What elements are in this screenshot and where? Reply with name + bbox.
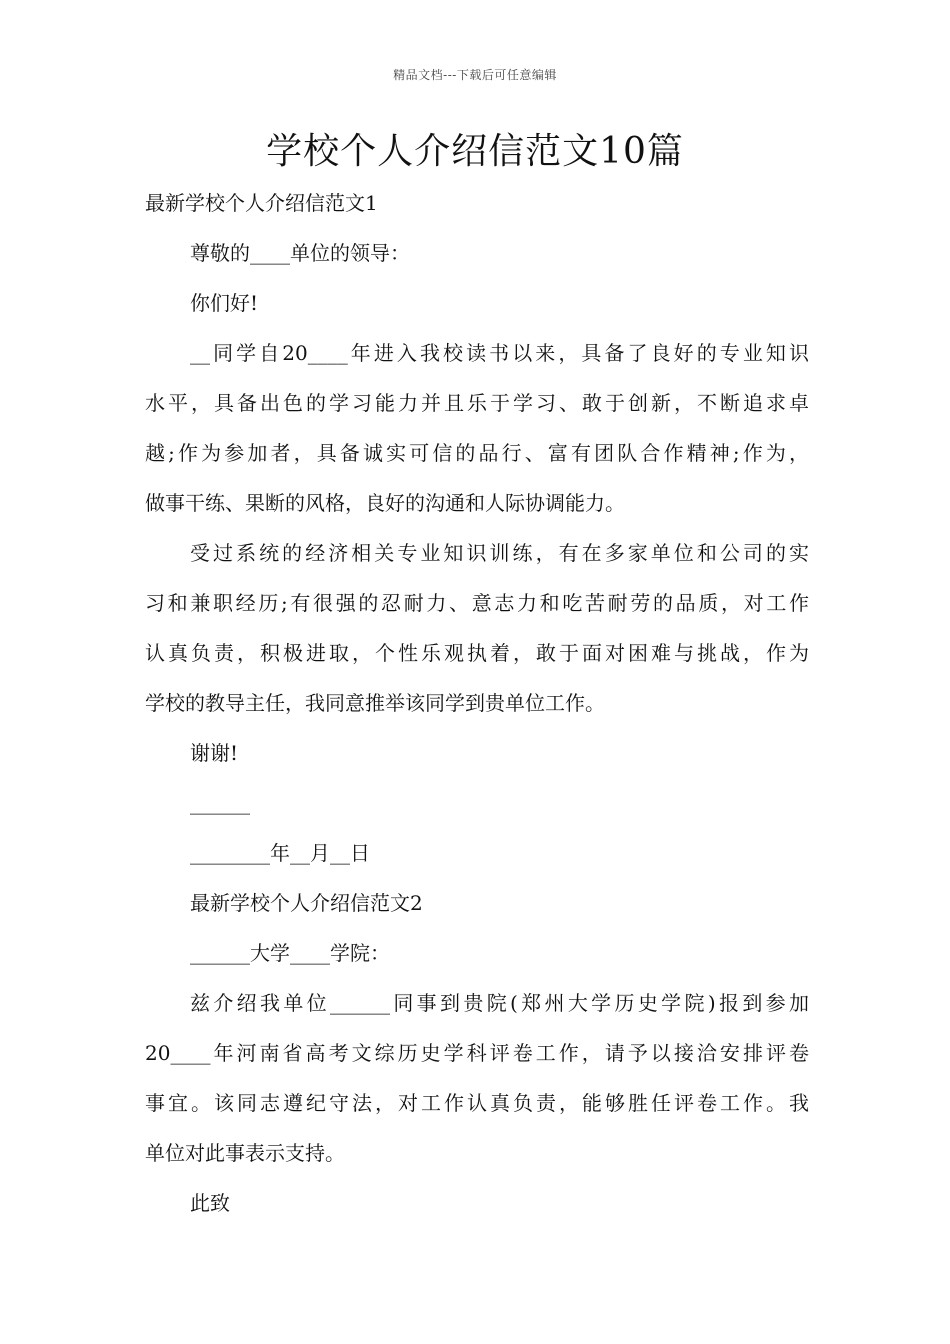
paragraph-line: 事宜。该同志遵纪守法，对工作认真负责，能够胜任评卷工作。我 [145,1091,809,1115]
section-heading-1: 最新学校个人介绍信范文1 [145,191,378,215]
greeting-line: 你们好! [190,291,259,315]
header-note: 精品文档---下载后可任意编辑 [393,68,557,82]
paragraph-line: 认真负责，积极进取，个性乐观执着，敢于面对困难与挑战，作为 [145,641,809,665]
paragraph-line: 水平，具备出色的学习能力并且乐于学习、敢于创新，不断追求卓 [145,391,809,415]
closing-line: 此致 [190,1191,230,1215]
paragraph-line: __同学自20____年进入我校读书以来，具备了良好的专业知识 [190,341,809,365]
paragraph-line: 做事干练、果断的风格，良好的沟通和人际协调能力。 [145,491,625,515]
paragraph-line: 学校的教导主任，我同意推举该同学到贵单位工作。 [145,691,605,715]
salutation-line: ______大学____学院： [190,941,390,965]
section-heading-2: 最新学校个人介绍信范文2 [190,891,423,915]
paragraph-line: 兹介绍我单位______同事到贵院(郑州大学历史学院)报到参加 [190,991,809,1015]
thanks-line: 谢谢! [190,741,239,765]
paragraph-line: 受过系统的经济相关专业知识训练，有在多家单位和公司的实 [190,541,809,565]
paragraph-line: 习和兼职经历;有很强的忍耐力、意志力和吃苦耐劳的品质，对工作 [145,591,809,615]
paragraph-line: 越;作为参加者，具备诚实可信的品行、富有团队合作精神;作为， [145,441,809,465]
salutation-line: 尊敬的____单位的领导： [190,241,410,265]
signature-blank: ______ [190,791,250,815]
document-body [145,178,809,1228]
date-line: ________年__月__日 [190,841,370,865]
paragraph-line: 单位对此事表示支持。 [145,1141,345,1165]
document-title: 学校个人介绍信范文10篇 [266,131,684,172]
paragraph-line: 20____年河南省高考文综历史学科评卷工作，请予以接洽安排评卷 [145,1041,809,1065]
